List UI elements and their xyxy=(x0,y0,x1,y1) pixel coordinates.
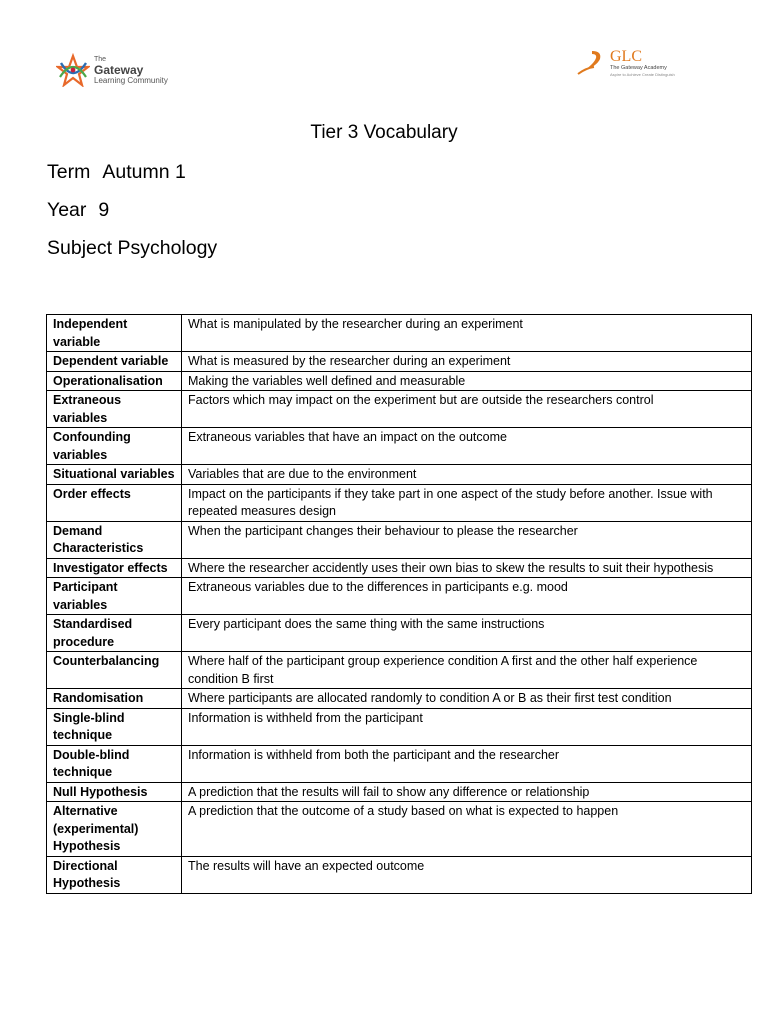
vocab-definition: Where participants are allocated randomly to condition A or B as their first test condition xyxy=(182,689,752,709)
table-row xyxy=(47,465,752,485)
vocab-term: Operationalisation xyxy=(47,371,182,391)
year-line xyxy=(47,199,109,222)
table-row xyxy=(47,371,752,391)
vocab-term: Standardised procedure xyxy=(47,615,182,652)
table-row xyxy=(47,652,752,689)
page-title: Tier 3 Vocabulary xyxy=(310,122,458,143)
vocab-term: Single-blind technique xyxy=(47,708,182,745)
vocab-term: Null Hypothesis xyxy=(47,782,182,802)
table-row xyxy=(47,782,752,802)
vocabulary-table xyxy=(46,314,752,894)
table-row xyxy=(47,745,752,782)
vocab-definition: Extraneous variables due to the differences in participants e.g. mood xyxy=(182,578,752,615)
table-row xyxy=(47,856,752,893)
vocab-definition: The results will have an expected outcome xyxy=(182,856,752,893)
vocab-term: Dependent variable xyxy=(47,352,182,372)
vocab-term: Randomisation xyxy=(47,689,182,709)
right-logo-line2: The Gateway Academy xyxy=(610,65,667,72)
vocab-definition: Where the researcher accidently uses their own bias to skew the results to suit their hypothesis xyxy=(182,558,752,578)
table-row xyxy=(47,428,752,465)
vocab-definition: Information is withheld from both the participant and the researcher xyxy=(182,745,752,782)
vocab-term: Situational variables xyxy=(47,465,182,485)
table-row xyxy=(47,484,752,521)
term-line xyxy=(47,161,186,184)
vocab-term: Confounding variables xyxy=(47,428,182,465)
table-row xyxy=(47,578,752,615)
left-logo-line3: Learning Community xyxy=(94,75,168,85)
right-logo-line1: GLC xyxy=(610,48,642,66)
vocab-term: Counterbalancing xyxy=(47,652,182,689)
gateway-learning-community-logo xyxy=(56,50,186,90)
left-logo-line2: Gateway xyxy=(94,62,144,77)
gateway-star-logo-icon xyxy=(56,53,90,87)
term-label: Term xyxy=(47,161,91,183)
glc-academy-logo xyxy=(572,46,692,80)
vocab-term: Order effects xyxy=(47,484,182,521)
year-value: 9 xyxy=(98,199,110,221)
left-logo-line1: The xyxy=(94,55,107,63)
table-row xyxy=(47,802,752,857)
vocab-definition: A prediction that the outcome of a study based on what is expected to happen xyxy=(182,802,752,857)
vocab-definition: Where half of the participant group experience condition A first and the other half experience condition B first xyxy=(182,652,752,689)
table-row xyxy=(47,689,752,709)
vocab-definition: Information is withheld from the participant xyxy=(182,708,752,745)
table-row xyxy=(47,352,752,372)
vocab-definition: Factors which may impact on the experiment but are outside the researchers control xyxy=(182,391,752,428)
vocab-term: Investigator effects xyxy=(47,558,182,578)
vocab-term: Directional Hypothesis xyxy=(47,856,182,893)
vocab-term: Alternative (experimental) Hypothesis xyxy=(47,802,182,857)
table-row xyxy=(47,558,752,578)
subject-value: Psychology xyxy=(117,237,218,259)
subject-label: Subject xyxy=(47,237,113,259)
subject-line xyxy=(47,237,217,260)
vocab-definition: Variables that are due to the environment xyxy=(182,465,752,485)
table-row xyxy=(47,708,752,745)
right-logo-line3: Aspire to Achieve Create Distinguish xyxy=(610,71,675,77)
vocab-term: Demand Characteristics xyxy=(47,521,182,558)
vocab-definition: What is measured by the researcher during an experiment xyxy=(182,352,752,372)
table-row xyxy=(47,615,752,652)
table-row xyxy=(47,315,752,352)
glc-swoosh-icon xyxy=(572,48,606,78)
table-row xyxy=(47,521,752,558)
vocab-definition: A prediction that the results will fail to show any difference or relationship xyxy=(182,782,752,802)
vocab-term: Independent variable xyxy=(47,315,182,352)
vocabulary-table-body xyxy=(47,315,752,894)
vocab-definition: Every participant does the same thing with the same instructions xyxy=(182,615,752,652)
vocab-definition: Extraneous variables that have an impact on the outcome xyxy=(182,428,752,465)
year-label: Year xyxy=(47,199,87,221)
vocab-term: Double-blind technique xyxy=(47,745,182,782)
vocab-term: Participant variables xyxy=(47,578,182,615)
vocab-term: Extraneous variables xyxy=(47,391,182,428)
term-value: Autumn 1 xyxy=(102,161,186,183)
vocab-definition: Impact on the participants if they take part in one aspect of the study before another. Issue with repeated measures design xyxy=(182,484,752,521)
table-row xyxy=(47,391,752,428)
vocab-definition: When the participant changes their behaviour to please the researcher xyxy=(182,521,752,558)
vocab-definition: What is manipulated by the researcher during an experiment xyxy=(182,315,752,352)
vocab-definition: Making the variables well defined and measurable xyxy=(182,371,752,391)
